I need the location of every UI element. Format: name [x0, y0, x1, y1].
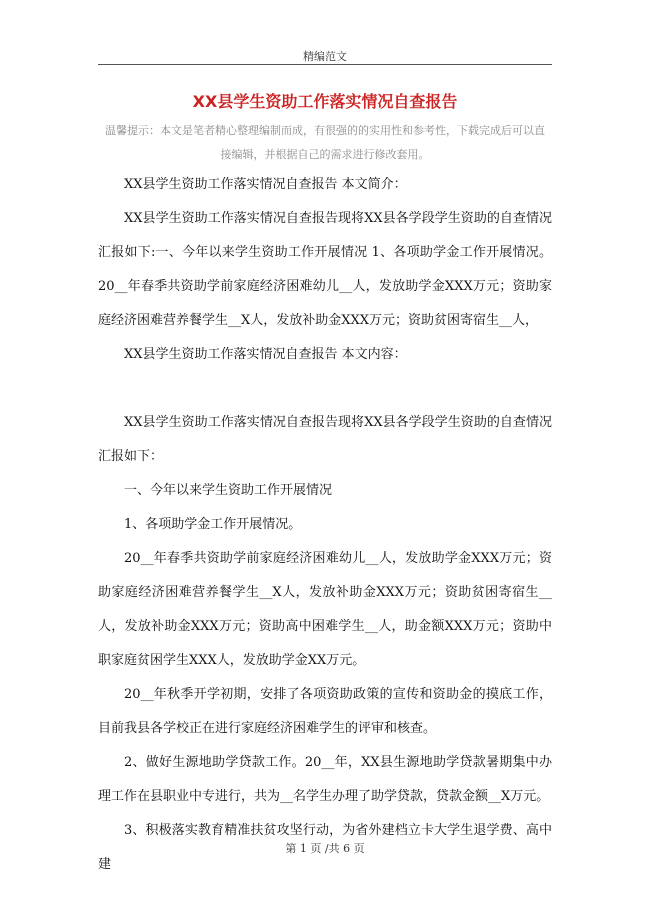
spring-funding-paragraph: 20__年春季共资助学前家庭经济困难幼儿__人，发放助学金XXX万元；资助家庭经济困难营养餐学生__X人，发放补助金XXX万元；资助贫困寄宿生__人，发放补助金XXX万元；资助高中困难学生__人，助金额XXX万元；资助中职家庭贫困学生XXX人，发放助学金XX万元。 [98, 551, 552, 668]
student-loan-paragraph: 2、做好生源地助学贷款工作。20__年，XX县生源地助学贷款暑期集中办理工作在县职业中专进行，共为__名学生办理了助学贷款，贷款金额__X万元。 [98, 755, 552, 804]
subsection-heading-1: 1、各项助学金工作开展情况。 [124, 517, 302, 532]
content-heading: XX县学生资助工作落实情况自查报告 本文内容： [124, 347, 407, 362]
poverty-alleviation-paragraph: 3、积极落实教育精准扶贫攻坚行动，为省外建档立卡大学生退学费、高中建 [98, 823, 552, 872]
document-body [98, 168, 552, 882]
download-tip: 温馨提示：本文是笔者精心整理编制而成，有很强的的实用性和参考性，下载完成后可以直接编辑，并根据自己的需求进行修改套用。 [105, 124, 545, 161]
autumn-funding-paragraph: 20__年秋季开学初期，安排了各项资助政策的宣传和资助金的摸底工作，目前我县各学校正在进行家庭经济困难学生的评审和核查。 [98, 687, 552, 736]
page-footer-indicator: 第 1 页 /共 6 页 [285, 842, 365, 855]
header-divider [98, 64, 552, 65]
summary-heading: XX县学生资助工作落实情况自查报告 本文简介： [124, 177, 407, 192]
intro-paragraph: XX县学生资助工作落实情况自查报告现将XX县各学段学生资助的自查情况汇报如下： [98, 415, 552, 464]
document-title: XX县学生资助工作落实情况自查报告 [192, 92, 458, 111]
section-heading-1: 一、今年以来学生资助工作开展情况 [124, 483, 333, 498]
page-header-label: 精编范文 [303, 50, 347, 63]
summary-paragraph: XX县学生资助工作落实情况自查报告现将XX县各学段学生资助的自查情况汇报如下:一、今年以来学生资助工作开展情况 1、各项助学金工作开展情况。20__年春季共资助学前家庭经济困难幼儿__人，发放助学金XXX万元；资助家庭经济困难营养餐学生__X人，发放补助金XXX万元；资助贫困寄宿生__人， [98, 211, 552, 328]
